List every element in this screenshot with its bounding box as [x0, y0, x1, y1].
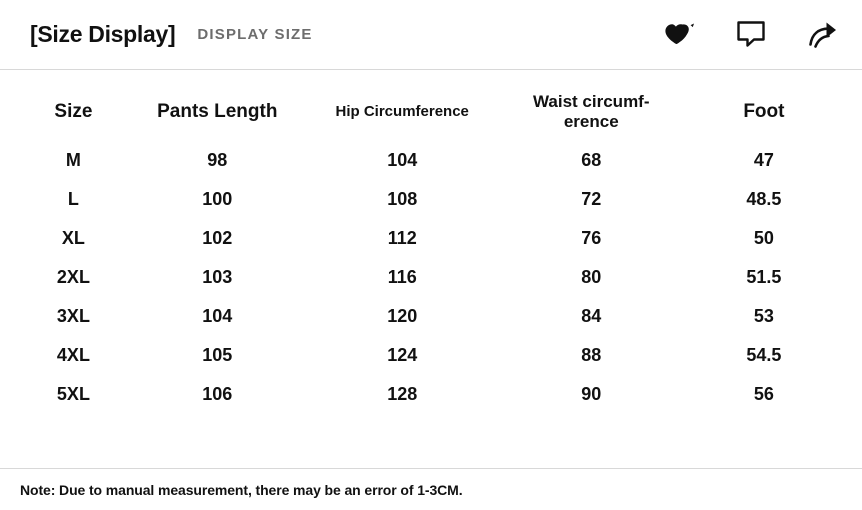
cell-waist: 80 — [581, 267, 602, 288]
column-header-size: Size — [54, 100, 93, 122]
cell-waist: 72 — [581, 189, 602, 210]
page-title: [Size Display] — [30, 21, 176, 47]
cell-pants-length: 104 — [202, 306, 233, 327]
page-subtitle: DISPLAY SIZE — [197, 26, 313, 43]
cell-pants-length: 102 — [202, 228, 233, 249]
cell-pants-length: 105 — [202, 345, 233, 366]
cell-size: M — [65, 150, 81, 171]
table-row — [20, 258, 842, 297]
page-header — [0, 0, 862, 70]
table-row — [20, 141, 842, 180]
cell-waist: 68 — [581, 150, 602, 171]
cell-waist: 76 — [581, 228, 602, 249]
cell-size: 3XL — [56, 306, 90, 327]
cell-foot: 47 — [753, 150, 774, 171]
header-actions — [662, 18, 840, 52]
column-header-foot: Foot — [743, 100, 785, 122]
size-table — [20, 84, 842, 414]
table-row — [20, 180, 842, 219]
cell-size: 4XL — [56, 345, 90, 366]
cell-size: 2XL — [56, 267, 90, 288]
cell-foot: 53 — [753, 306, 774, 327]
cell-pants-length: 100 — [202, 189, 233, 210]
cell-waist: 88 — [581, 345, 602, 366]
cell-foot: 50 — [753, 228, 774, 249]
cell-pants-length: 106 — [202, 384, 233, 405]
table-header-row — [20, 84, 842, 141]
cell-hip: 116 — [387, 267, 417, 288]
comment-icon[interactable] — [734, 18, 768, 52]
table-row — [20, 375, 842, 414]
waist-header-line2: erence — [563, 111, 619, 131]
cell-hip: 120 — [387, 306, 418, 327]
cell-pants-length: 103 — [202, 267, 233, 288]
share-icon[interactable] — [806, 18, 840, 52]
measurement-note-text: Note: Due to manual measurement, there may be an error of 1-3CM. — [20, 481, 463, 498]
column-header-hip-circumference: Hip Circumference — [335, 102, 469, 120]
cell-foot: 54.5 — [746, 345, 782, 366]
table-row — [20, 297, 842, 336]
waist-header-line1: Waist circumf- — [533, 92, 650, 111]
cell-waist: 90 — [581, 384, 602, 405]
table-row — [20, 219, 842, 258]
favorite-icon[interactable] — [662, 18, 696, 52]
cell-hip: 124 — [387, 345, 418, 366]
cell-pants-length: 98 — [207, 150, 228, 171]
cell-hip: 104 — [387, 150, 418, 171]
cell-size: XL — [61, 228, 85, 249]
measurement-note — [0, 468, 862, 510]
cell-size: L — [67, 189, 79, 210]
cell-hip: 128 — [387, 384, 418, 405]
cell-hip: 112 — [387, 228, 417, 249]
column-header-pants-length: Pants Length — [157, 100, 278, 122]
cell-size: 5XL — [56, 384, 90, 405]
size-table-wrap — [0, 70, 862, 414]
cell-foot: 56 — [753, 384, 774, 405]
column-header-waist-circumference — [497, 84, 686, 141]
cell-waist: 84 — [581, 306, 602, 327]
cell-foot: 51.5 — [746, 267, 782, 288]
cell-hip: 108 — [387, 189, 418, 210]
table-row — [20, 336, 842, 375]
cell-foot: 48.5 — [746, 189, 782, 210]
